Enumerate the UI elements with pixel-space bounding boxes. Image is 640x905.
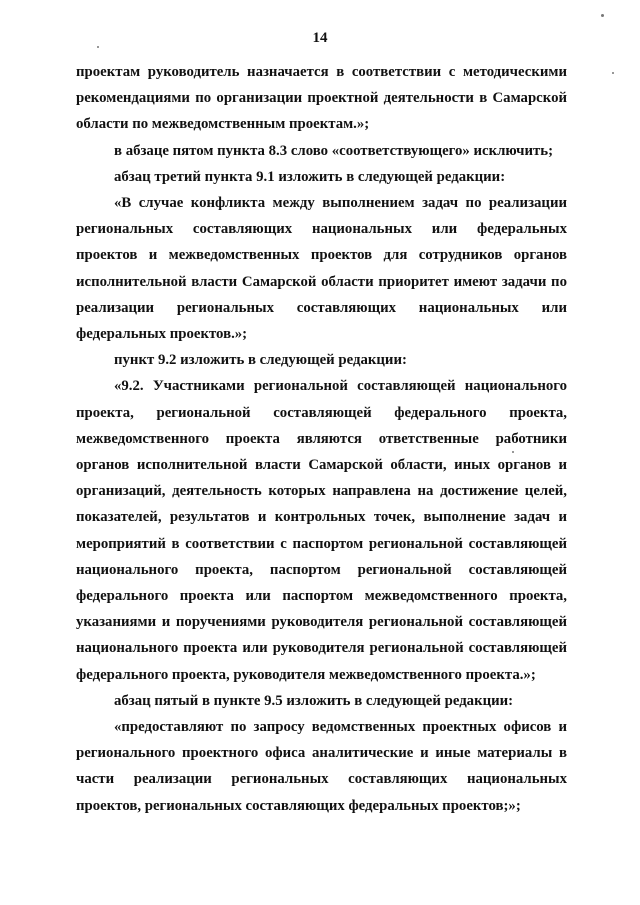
scan-speck bbox=[612, 72, 614, 74]
paragraph-amendment-9-5-text: «предоставляют по запросу ведомственных проектных офисов и регионального проектного офиса аналитические и иные материалы в части реализации региональных составляющих национальных проектов, региональных составляющих федеральных проектов;»; bbox=[76, 719, 567, 814]
page-number: 14 bbox=[312, 30, 328, 46]
scan-speck bbox=[601, 14, 604, 17]
paragraph-continuation: проектам руководитель назначается в соответствии с методическими рекомендациями по организации проектной деятельности в Самарской области по межведомственным проектам.»; bbox=[76, 64, 567, 133]
paragraph-amendment-8-3: в абзаце пятом пункта 8.3 слово «соответствующего» исключить; bbox=[114, 142, 554, 159]
paragraph-amendment-9-5-intro: абзац пятый в пункте 9.5 изложить в следующей редакции: bbox=[114, 692, 514, 709]
paragraph-amendment-9-1-text: «В случае конфликта между выполнением задач по реализации региональных составляющих национальных или федеральных проектов и межведомственных проектов для сотрудников органов исполнительной власти Самарской области приоритет имеют задачи по реализации региональных составляющих национальных или федеральных проектов.»; bbox=[76, 195, 567, 343]
document-body bbox=[76, 59, 567, 819]
paragraph-amendment-9-2-text: «9.2. Участниками региональной составляющей национального проекта, региональной составляющей федерального проекта, межведомственного проекта являются ответственные работники органов исполнительной власти Самарской области, иных органов и организаций, деятельность которых направлена на достижение целей, показателей, результатов и контрольных точек, выполнение задач и мероприятий в соответствии с паспортом региональной составляющей национального проекта, паспортом региональной составляющей федерального проекта или паспортом межведомственного проекта, указаниями и поручениями руководителя региональной составляющей национального проекта или руководителя региональной составляющей федерального проекта, руководителя межведомственного проекта.»; bbox=[76, 378, 567, 683]
paragraph-amendment-9-1-intro: абзац третий пункта 9.1 изложить в следующей редакции: bbox=[114, 168, 506, 185]
scan-speck bbox=[512, 451, 514, 453]
scan-speck bbox=[97, 46, 99, 48]
paragraph-amendment-9-2-intro: пункт 9.2 изложить в следующей редакции: bbox=[114, 352, 407, 369]
